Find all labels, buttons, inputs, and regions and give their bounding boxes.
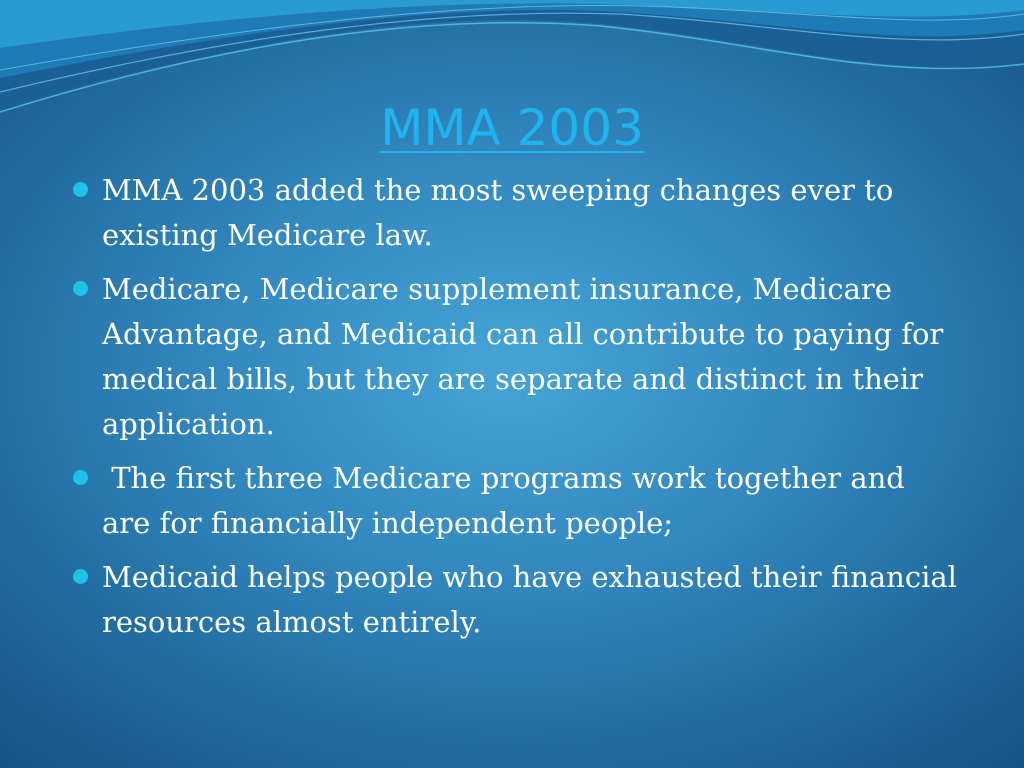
bullet-text: MMA 2003 added the most sweeping changes ever to existing Medicare law.	[102, 173, 894, 252]
bullet-text: The first three Medicare programs work together and are for financially independent people;	[102, 461, 915, 540]
bullet-item	[72, 555, 962, 645]
slide-title	[0, 96, 1024, 160]
bullet-dot-icon	[73, 569, 88, 584]
bullet-text: Medicare, Medicare supplement insurance, Medicare Advantage, and Medicaid can all contribute to paying for medical bills, but they are separate and distinct in their application.	[102, 272, 944, 441]
bullet-list	[72, 168, 962, 654]
bullet-item	[72, 168, 962, 258]
bullet-item	[72, 456, 962, 546]
slide-title-text: MMA 2003	[380, 99, 644, 157]
bullet-dot-icon	[73, 182, 88, 197]
bullet-dot-icon	[73, 470, 88, 485]
bullet-text: Medicaid helps people who have exhausted their financial resources almost entirely.	[102, 560, 957, 639]
bullet-dot-icon	[73, 281, 88, 296]
bullet-item	[72, 267, 962, 447]
